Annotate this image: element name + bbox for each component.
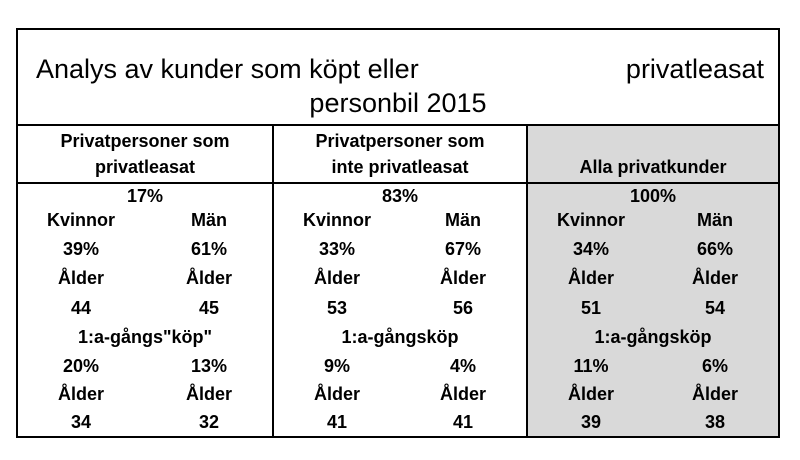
men-pct: 61%	[190, 239, 228, 259]
first-age-label-row	[528, 380, 778, 408]
table-frame	[16, 28, 780, 438]
age-value-women: 51	[580, 298, 602, 318]
column-share: 17%	[18, 182, 272, 208]
first-time-pct-women: 9%	[323, 356, 350, 376]
first-time-pct-men: 6%	[701, 356, 728, 376]
column-header	[274, 126, 526, 180]
first-time-label: 1:a-gångsköp	[594, 327, 712, 347]
women-label: Kvinnor	[46, 210, 115, 230]
age-value-women: 53	[326, 298, 348, 318]
women-pct: 39%	[62, 239, 100, 259]
men-label: Män	[445, 210, 481, 230]
first-time-pct-women: 20%	[62, 356, 100, 376]
first-age-label-men: Ålder	[185, 384, 232, 404]
column-header	[18, 126, 272, 180]
women-label: Kvinnor	[302, 210, 371, 230]
men-pct: 67%	[444, 239, 482, 259]
age-value-men: 56	[452, 298, 474, 318]
first-age-label-women: Ålder	[313, 384, 360, 404]
column-leased	[18, 126, 274, 436]
first-time-label: 1:a-gångs"köp"	[77, 327, 213, 347]
age-label-men: Ålder	[185, 268, 232, 288]
column-header-line1: Privatpersoner som	[315, 131, 485, 151]
age-value-men: 45	[198, 298, 220, 318]
first-age-value-men: 41	[452, 412, 474, 432]
column-all-customers	[528, 126, 778, 436]
first-age-value-row	[274, 408, 526, 436]
first-age-label-men: Ålder	[439, 384, 486, 404]
first-time-pct-row	[274, 352, 526, 380]
gender-pct-row	[274, 235, 526, 263]
age-label-women: Ålder	[313, 268, 360, 288]
first-time-pct-row	[528, 352, 778, 380]
first-age-value-row	[528, 408, 778, 436]
first-age-value-women: 39	[580, 412, 602, 432]
column-header-line2: privatleasat	[94, 157, 196, 177]
first-age-label-row	[274, 380, 526, 408]
first-time-row	[18, 323, 272, 351]
age-label-men: Ålder	[691, 268, 738, 288]
men-label: Män	[191, 210, 227, 230]
age-label-row	[274, 264, 526, 292]
first-age-value-women: 34	[70, 412, 92, 432]
columns-area	[18, 126, 778, 436]
men-label: Män	[697, 210, 733, 230]
age-label-men: Ålder	[439, 268, 486, 288]
first-age-label-row	[18, 380, 272, 408]
age-value-men: 54	[704, 298, 726, 318]
title-box	[18, 30, 778, 126]
age-label-row	[18, 264, 272, 292]
first-time-pct-men: 13%	[190, 356, 228, 376]
first-time-pct-men: 4%	[449, 356, 476, 376]
women-pct: 33%	[318, 239, 356, 259]
age-value-row	[18, 294, 272, 322]
first-time-pct-women: 11%	[573, 356, 609, 376]
first-time-row	[528, 323, 778, 351]
gender-pct-row	[528, 235, 778, 263]
women-pct: 34%	[572, 239, 610, 259]
age-label-row	[528, 264, 778, 292]
column-header-line1: Alla privatkunder	[579, 157, 727, 177]
age-label-women: Ålder	[57, 268, 104, 288]
first-time-pct-row	[18, 352, 272, 380]
men-pct: 66%	[696, 239, 734, 259]
first-age-label-men: Ålder	[691, 384, 738, 404]
first-age-value-men: 32	[198, 412, 220, 432]
gender-pct-row	[18, 235, 272, 263]
column-header	[528, 126, 778, 180]
title-line1-right: privatleasat	[625, 54, 764, 84]
gender-label-row	[274, 206, 526, 234]
first-age-label-women: Ålder	[567, 384, 614, 404]
age-value-women: 44	[70, 298, 92, 318]
first-time-row	[274, 323, 526, 351]
gender-label-row	[18, 206, 272, 234]
first-age-value-women: 41	[326, 412, 348, 432]
first-age-value-men: 38	[704, 412, 726, 432]
age-value-row	[528, 294, 778, 322]
age-label-women: Ålder	[567, 268, 614, 288]
column-not-leased	[274, 126, 528, 436]
column-header-line2: inte privatleasat	[331, 157, 469, 177]
first-time-label: 1:a-gångsköp	[341, 327, 459, 347]
column-header-line1: Privatpersoner som	[60, 131, 230, 151]
column-share: 83%	[274, 182, 526, 208]
gender-label-row	[528, 206, 778, 234]
women-label: Kvinnor	[556, 210, 625, 230]
title-line2: personbil 2015	[309, 88, 487, 118]
title-line1-left: Analys av kunder som köpt eller	[36, 54, 419, 84]
column-share: 100%	[528, 182, 778, 208]
age-value-row	[274, 294, 526, 322]
first-age-label-women: Ålder	[57, 384, 104, 404]
first-age-value-row	[18, 408, 272, 436]
